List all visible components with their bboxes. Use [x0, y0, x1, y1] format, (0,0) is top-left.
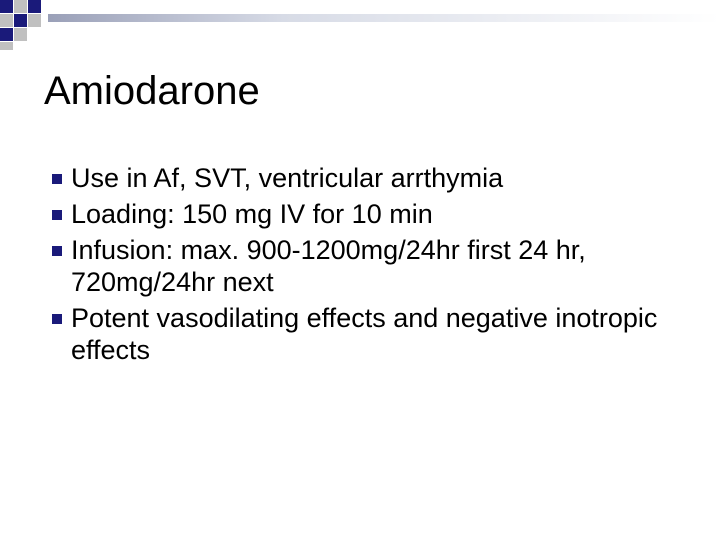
decorative-header-pattern	[0, 0, 720, 50]
title-divider	[44, 130, 664, 131]
bullet-text: Use in Af, SVT, ventricular arrthymia	[71, 163, 504, 193]
square-bullet-icon	[52, 174, 62, 184]
slide-title: Amiodarone	[44, 69, 260, 113]
bullet-text: Loading: 150 mg IV for 10 min	[71, 199, 433, 229]
bullet-text: Infusion: max. 900-1200mg/24hr first 24 hr, 720mg/24hr next	[71, 235, 586, 297]
square-bullet-icon	[52, 314, 62, 324]
square-bullet-icon	[52, 246, 62, 256]
bullet-list	[52, 162, 672, 370]
bullet-item	[52, 302, 672, 366]
bullet-text: Potent vasodilating effects and negative inotropic effects	[71, 303, 658, 365]
bullet-item	[52, 198, 672, 230]
bullet-item	[52, 162, 672, 194]
square-bullet-icon	[52, 210, 62, 220]
bullet-item	[52, 234, 672, 298]
